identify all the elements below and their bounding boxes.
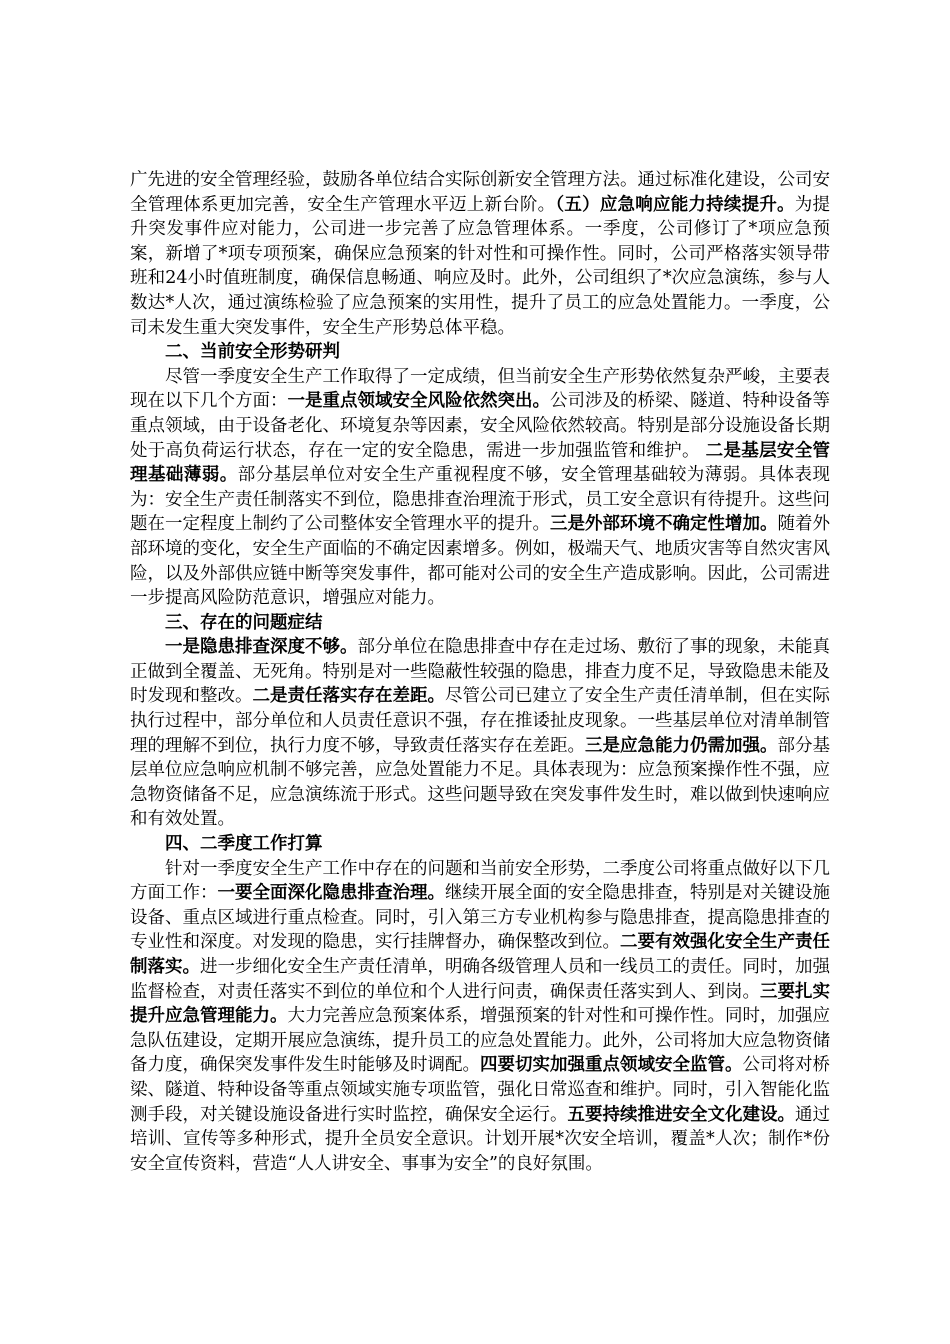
heading-text: 二、当前安全形势研判 [165, 342, 340, 363]
text-run: 针对一季度安全生产工作中存在的问题和当前安全形势，二季度公司将重点做好以下几方面工作： [130, 858, 830, 904]
document-page [130, 168, 830, 1176]
text-run: 部分基层单位应急响应机制不够完善，应急处置能力不足。具体表现为：应急预案操作性不强，应急物资储备不足，应急演练流于形式。这些问题导致在突发事件发生时，难以做到快速响应和有效处置。 [130, 735, 830, 830]
bold-heading-run: 三是应急能力仍需加强。 [585, 735, 778, 756]
bold-heading-run: 四要切实加强重点领域安全监管。 [480, 1055, 743, 1076]
bold-heading-run: 二要有效强化安全生产责任制落实。 [130, 932, 830, 977]
bold-heading-run: 一是重点领域安全风险依然突出。 [287, 391, 550, 412]
text-run: 大力完善应急预案体系，增强预案的针对性和可操作性。同时，加强应急队伍建设，定期开展应急演练，提升员工的应急处置能力。此外，公司将加大应急物资储备力度，确保突发事件发生时能够及时调配。 [130, 1006, 830, 1076]
text-run: 部分单位在隐患排查中存在走过场、敷衍了事的现象，未能真正做到全覆盖、无死角。特别是对一些隐蔽性较强的隐患，排查力度不足，导致隐患未能及时发现和整改。 [130, 637, 830, 707]
text-run: 尽管公司已建立了安全生产责任清单制，但在实际执行过程中，部分单位和人员责任意识不强，存在推诿扯皮现象。一些基层单位对清单制管理的理解不到位，执行力度不够，导致责任落实存在差距。 [130, 686, 830, 756]
paragraph-plans [130, 857, 830, 1177]
bold-heading-run: 三是外部环境不确定性增加。 [550, 514, 778, 535]
text-run: 进一步细化安全生产责任清单，明确各级管理人员和一线员工的责任。同时，加强监督检查，对责任落实不到位的单位和个人进行问责，确保责任落实到人、到岗。 [130, 957, 830, 1002]
section-heading-problems [130, 611, 830, 636]
bold-heading-run: 五要持续推进安全文化建设。 [567, 1104, 795, 1125]
paragraph-situation [130, 365, 830, 611]
text-run: 公司将对桥梁、隧道、特种设备等重点领域实施专项监管，强化日常巡查和维护。同时，引入智能化监测手段，对关键设施设备进行实时监控，确保安全运行。 [130, 1055, 830, 1125]
bold-heading-run: 一要全面深化隐患排查治理。 [217, 883, 445, 904]
text-run: 通过培训、宣传等多种形式，提升全员安全意识。计划开展*次安全培训，覆盖*人次；制作*份安全宣传资料，营造“人人讲安全、事事为安全”的良好氛围。 [130, 1104, 830, 1174]
heading-text: 三、存在的问题症结 [165, 612, 323, 633]
text-run: 尽管一季度安全生产工作取得了一定成绩，但当前安全生产形势依然复杂严峻，主要表现在以下几个方面： [130, 366, 830, 412]
text-run: 广先进的安全管理经验，鼓励各单位结合实际创新安全管理方法。通过标准化建设，公司安全管理体系更加完善，安全生产管理水平迈上新台阶。 [130, 170, 830, 215]
text-run: 继续开展全面的安全隐患排查，特别是对关键设施设备、重点区域进行重点检查。同时，引入第三方专业机构参与隐患排查，提高隐患排查的专业性和深度。对发现的隐患，实行挂牌督办，确保整改到位。 [130, 883, 830, 953]
bold-heading-run: 三要扎实提升应急管理能力。 [130, 981, 830, 1027]
section-heading-situation [130, 340, 830, 365]
text-run: 部分基层单位对安全生产重视程度不够，安全管理基础较为薄弱。具体表现为：安全生产责任制落实不到位，隐患排查治理流于形式，员工安全意识有待提升。这些问题在一定程度上制约了公司整体安全管理水平的提升。 [130, 465, 830, 535]
text-run: 随着外部环境的变化，安全生产面临的不确定因素增多。例如，极端天气、地质灾害等自然灾害风险，以及外部供应链中断等突发事件，都可能对公司的安全生产造成影响。因此，公司需进一步提高风险防范意识，增强应对能力。 [130, 514, 830, 609]
bold-heading-run: 二是基层安全管理基础薄弱。 [130, 440, 831, 486]
text-run: 为提升突发事件应对能力，公司进一步完善了应急管理体系。一季度，公司修订了*项应急预案，新增了*项专项预案，确保应急预案的针对性和可操作性。同时，公司严格落实领导带班和24小时值班制度，确保信息畅通、响应及时。此外，公司组织了*次应急演练，参与人数达*人次，通过演练检验了应急预案的实用性，提升了员工的应急处置能力。一季度，公司未发生重大突发事件，安全生产形势总体平稳。 [130, 194, 831, 338]
bold-heading-run: 一是隐患排查深度不够。 [165, 637, 358, 658]
text-run: 公司涉及的桥梁、隧道、特种设备等重点领域，由于设备老化、环境复杂等因素，安全风险依然较高。特别是部分设施设备长期处于高负荷运行状态，存在一定的安全隐患，需进一步加强监管和维护。 [130, 391, 830, 461]
paragraph-problems [130, 635, 830, 832]
bold-heading-run: 二是责任落实存在差距。 [252, 686, 445, 707]
bold-heading-run: （五）应急响应能力持续提升。 [555, 194, 795, 215]
section-heading-plans [130, 832, 830, 857]
paragraph-emergency-response [130, 168, 830, 340]
heading-text: 四、二季度工作打算 [165, 834, 323, 855]
